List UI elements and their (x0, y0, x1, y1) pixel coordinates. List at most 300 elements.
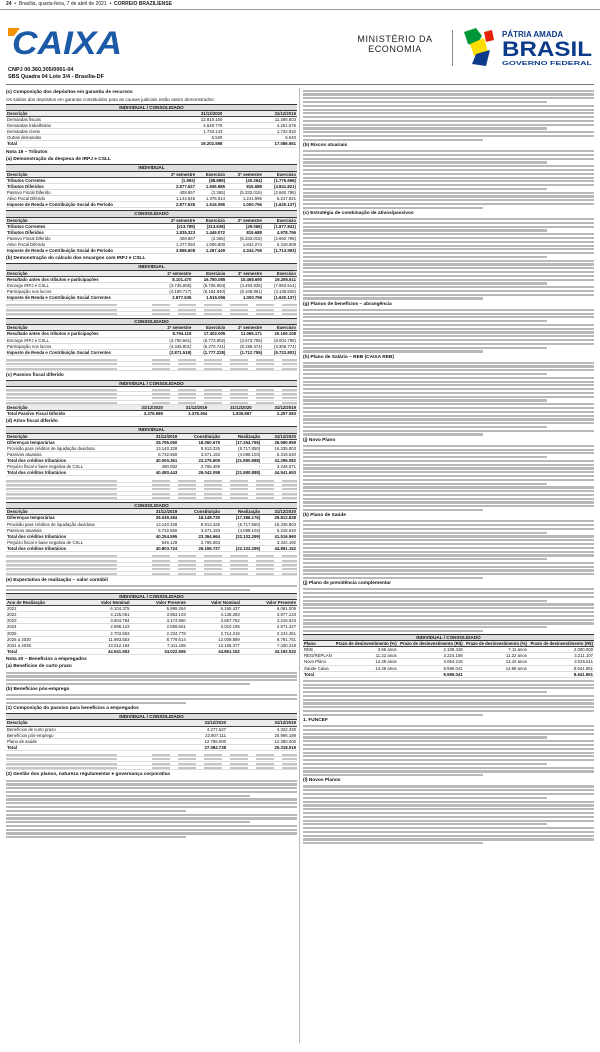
text-line (6, 814, 297, 816)
table-cell: 18.149.730 (178, 515, 221, 521)
charges-individual-table (6, 271, 297, 301)
text-line (303, 195, 594, 197)
unreadable-row (6, 496, 297, 500)
table-cell: 23.275.609 (178, 458, 221, 464)
text-line (303, 535, 594, 537)
table-cell: (21.980.888) (221, 458, 261, 464)
text-line (303, 687, 594, 689)
text-line (303, 619, 594, 621)
table-cell: 2.703.563 (76, 630, 130, 636)
table-cell: 40.803.724 (143, 545, 179, 551)
table-cell: 4.125.061 (76, 612, 130, 618)
publication-date: Brasília, quarta-feira, 7 de abril de 2021 (18, 1, 107, 7)
text-line (303, 622, 594, 624)
table-title: INDIVIDUAL / CONSOLIDADO (6, 593, 297, 601)
text-line (303, 407, 594, 409)
text-line (303, 714, 483, 716)
table-cell: 44.541.653 (76, 648, 130, 654)
table-cell: 2.877.627 (159, 183, 196, 189)
text-line (303, 418, 594, 420)
text-line (303, 173, 594, 175)
text-line (303, 154, 594, 156)
column-header: 31/12/2019 (227, 720, 297, 726)
text-line (303, 479, 594, 481)
table-title: CONSOLIDADO (6, 210, 297, 218)
table-cell: 3.376.589 (120, 411, 164, 417)
text-line (303, 524, 594, 526)
table-cell: 5.999.264 (131, 606, 187, 612)
table-cell: Novo Plano (303, 659, 333, 665)
text-line (303, 339, 594, 341)
text-line (303, 245, 594, 247)
table-cell: 13.165.377 (187, 642, 241, 648)
table-cell: 44.861.152 (187, 648, 241, 654)
table-cell: 2.877.635 (156, 295, 193, 301)
column-header: Exercício (263, 325, 297, 331)
table-cell: 3.026.611 (528, 659, 594, 665)
table-cell: 815.688 (226, 229, 263, 235)
text-line (303, 109, 594, 111)
table-cell: 2.108.418 (398, 647, 464, 653)
table-cell: 1.733.143 (150, 129, 224, 135)
text-line (303, 165, 594, 167)
text-line (6, 795, 250, 797)
text-line (303, 116, 594, 118)
table-cell: 11.993.553 (76, 636, 130, 642)
text-line (303, 577, 483, 579)
table-cell: 17.402.005 (192, 331, 226, 337)
table-cell: Diferenças temporárias (6, 439, 143, 445)
text-line (303, 392, 594, 394)
text-line (303, 554, 594, 556)
table-cell: Demandas trabalhistas (6, 123, 150, 129)
text-line (303, 297, 483, 299)
text-line (303, 124, 594, 126)
text-line (303, 464, 594, 466)
column-header: Prazo de desinvestimento (%) (464, 641, 528, 647)
text-line (303, 248, 594, 250)
table-cell: 13.42 anos (464, 659, 528, 665)
text-line (303, 471, 594, 473)
table-cell: (1.877.841) (263, 223, 297, 229)
column-header: Descrição (6, 172, 159, 178)
table-cell: 41.295.082 (261, 458, 297, 464)
table-cell: 815.688 (226, 183, 263, 189)
table-cell: 1.000.756 (226, 295, 263, 301)
table-cell: 40.480.443 (143, 470, 179, 476)
table-row (6, 248, 297, 254)
column-divider (299, 88, 300, 1043)
text-line (303, 271, 594, 273)
column-header: 31/12/2019 (143, 509, 179, 515)
table-title: INDIVIDUAL (6, 263, 297, 271)
table-cell: Ativo Fiscal Diferido (6, 195, 159, 201)
table-cell: (6.270.741) (192, 343, 226, 349)
text-line (303, 835, 594, 837)
table-cell: Tributos Correntes (6, 223, 159, 229)
text-line (6, 787, 297, 789)
table-cell: Encargo IRPJ e CSLL (6, 337, 156, 343)
text-line (303, 494, 594, 496)
deferred-asset-individual-table (6, 434, 297, 477)
table-cell: 11.286.603 (223, 117, 297, 123)
realization-table (6, 600, 297, 655)
column-header: Ano de Realização (6, 600, 76, 606)
table-cell: 16.780.085 (192, 276, 226, 282)
text-line (303, 755, 594, 757)
table-title: INDIVIDUAL / CONSOLIDADO (6, 380, 297, 388)
column-header: Realização (221, 509, 261, 515)
text-line (6, 817, 297, 819)
text-line (303, 569, 594, 571)
text-line (303, 286, 594, 288)
section-heading: (c) Composição dos depósitos em garantia de recursos (6, 90, 133, 95)
table-cell: (3.138.826) (263, 288, 297, 294)
text-line (303, 237, 594, 239)
unreadable-row (6, 766, 297, 770)
table-cell: 2024 (6, 624, 76, 630)
table-cell: 8.641.951 (528, 665, 594, 671)
text-line (303, 691, 547, 693)
table-cell: 1.377.093 (159, 242, 196, 248)
column-header: Descrição (6, 218, 159, 224)
column-header: Prazo de desinvestimento (R$) (528, 641, 594, 647)
section-heading: (c) Estratégia de combinação de ativos/passivos (303, 210, 414, 216)
text-line (303, 797, 547, 799)
text-line (303, 184, 594, 186)
gov-line1: PÁTRIA AMADA (502, 30, 564, 39)
text-line (6, 821, 250, 823)
column-header: 31/12/2020 (157, 720, 227, 726)
table-cell: 1.006.800 (196, 242, 226, 248)
text-line (303, 309, 594, 311)
table-title: INDIVIDUAL (6, 164, 297, 172)
table-cell: Saúde Caixa (303, 665, 333, 671)
table-title: INDIVIDUAL / CONSOLIDADO (6, 104, 297, 112)
table-cell: 26.812.838 (261, 515, 297, 521)
column-header: 2º semestre (226, 172, 263, 178)
table-cell: 7.411.185 (131, 642, 187, 648)
text-line (303, 263, 594, 265)
text-line (303, 748, 594, 750)
section-heading: (h) Plano de Salário – REB (CAIXA REB) (303, 354, 394, 360)
text-line (303, 290, 594, 292)
table-cell: 13.012.194 (76, 642, 130, 648)
table-row (6, 411, 297, 417)
text-line (6, 783, 297, 785)
text-line (303, 547, 594, 549)
right-column (303, 88, 594, 1043)
column-header: 2º semestre (226, 218, 263, 224)
table-cell: 12.810.150 (150, 117, 224, 123)
text-line (303, 233, 594, 235)
column-header: Constituição (178, 434, 221, 440)
table-cell: (3.790.661) (156, 337, 193, 343)
column-header: Descrição (6, 509, 143, 515)
text-line (303, 267, 594, 269)
text-line (6, 829, 297, 831)
table-cell: 44.861.152 (261, 545, 297, 551)
table-cell: Ativo Fiscal Diferido (6, 242, 159, 248)
table-cell: Provisão para créditos de liquidação duvidosa (6, 521, 143, 527)
table-cell: 2021 (6, 606, 76, 612)
table-row (6, 295, 297, 301)
table-row (6, 141, 297, 147)
table-cell: 6.104.375 (76, 606, 130, 612)
text-line (6, 832, 297, 834)
text-line (303, 403, 594, 405)
text-line (6, 585, 297, 587)
text-line (303, 313, 594, 315)
table-cell: Prejuízo fiscal e base negativa de CSLL (6, 464, 143, 470)
text-line (303, 475, 594, 477)
newspaper-header-strip: 24 • Brasília, quarta-feira, 7 de abril de 2021 • CORREIO BRAZILIENSE (0, 0, 600, 10)
unreadable-row (6, 401, 297, 405)
table-cell: 2.244.451 (241, 630, 297, 636)
text-line (303, 793, 594, 795)
table-cell: 2.257.083 (253, 411, 297, 417)
text-line (303, 331, 594, 333)
text-line (303, 373, 547, 375)
section-heading: (1) Composição do passivo para benefícios a empregados (6, 705, 139, 711)
table-cell: Total dos créditos tributários (6, 470, 143, 476)
text-line (303, 169, 594, 171)
text-line (6, 836, 186, 838)
text-line (303, 180, 594, 182)
section-heading: 1. FUNCEF (303, 717, 328, 723)
table-cell: - (221, 539, 261, 545)
table-cell: 44.541.653 (261, 470, 297, 476)
text-line (303, 415, 594, 417)
column-header: Descrição (6, 405, 120, 411)
text-line (303, 831, 594, 833)
text-line (303, 808, 594, 810)
table-cell: (5.706.904) (192, 282, 226, 288)
text-line (303, 411, 594, 413)
column-header: 2º semestre (156, 325, 193, 331)
table-cell: 8.779.614 (131, 636, 187, 642)
table-cell: Demandas cíveis (6, 129, 150, 135)
deferred-asset-consolidated-table (6, 509, 297, 552)
table-cell: 408.867 (159, 235, 196, 241)
text-line (6, 694, 297, 696)
gov-line3: GOVERNO FEDERAL (502, 61, 594, 67)
column-header: Valor Presente (241, 600, 297, 606)
table-cell: 3.604.784 (76, 618, 130, 624)
text-line (6, 702, 186, 704)
text-line (303, 551, 594, 553)
table-row (303, 671, 594, 677)
table-cell: (8.004.789) (263, 337, 297, 343)
text-line (303, 702, 594, 704)
table-cell: 13.140.328 (143, 445, 179, 451)
table-cell: 8.913.325 (178, 521, 221, 527)
table-cell: (88.889) (196, 177, 226, 183)
text-line (303, 388, 594, 390)
column-header: Valor Nominal (187, 600, 241, 606)
text-line (303, 452, 594, 454)
text-line (303, 615, 594, 617)
table-cell: (213.789) (159, 223, 196, 229)
table-cell: 19.265.611 (263, 276, 297, 282)
caixa-logo (8, 26, 126, 56)
table-cell: 7.430.318 (241, 642, 297, 648)
table-cell: (5.333.015) (226, 189, 263, 195)
table-cell: 12.009.889 (187, 636, 241, 642)
text-line (303, 532, 547, 534)
column-header: Descrição (6, 720, 157, 726)
table-cell: Tributos Diferidos (6, 183, 159, 189)
table-cell: Passivos atuariais (6, 452, 143, 458)
table-cell: Total (6, 141, 150, 147)
text-line (303, 752, 594, 754)
section-heading: (2) Gestão dos planos, natureza regulamentar e governança corporativa (6, 772, 170, 778)
text-line (6, 683, 250, 685)
table-cell: 26.049.284 (143, 515, 179, 521)
table-cell: 2025 (6, 630, 76, 636)
column-header: Prazo de desinvestimento (R$) (398, 641, 464, 647)
section-heading: (j) Novo Plano (303, 437, 336, 443)
text-line (303, 177, 594, 179)
text-line (303, 603, 594, 605)
table-title: INDIVIDUAL / CONSOLIDADO (6, 713, 297, 721)
text-line (303, 294, 594, 296)
table-cell: (17.386.176) (221, 515, 261, 521)
text-line (303, 120, 594, 122)
table-cell: 26.590.959 (261, 439, 297, 445)
column-header: 2º semestre (226, 325, 263, 331)
column-header: Prazo de desinvestimento (%) (333, 641, 397, 647)
table-cell: (8.108.861) (226, 288, 263, 294)
table-cell: 1.515.096 (192, 295, 226, 301)
ministry-line1: MINISTÉRIO DA (357, 34, 433, 44)
column-header: Exercício (192, 271, 226, 277)
table-cell: (4.345.801) (156, 343, 193, 349)
column-header: 2º semestre (159, 172, 196, 178)
table-cell: 2031 a 2039 (6, 642, 76, 648)
text-line (303, 501, 594, 503)
text-line (6, 791, 297, 793)
table-cell: - (221, 464, 261, 470)
table-cell: 1.449.072 (196, 229, 226, 235)
text-line (303, 422, 594, 424)
column-header: 2º semestre (226, 271, 263, 277)
section-heading: (b) Benefícios pós-emprego (6, 687, 70, 693)
note-heading: Nota 20 – Benefícios a empregados (6, 656, 87, 662)
table-cell: 3.211.107 (528, 653, 594, 659)
text-line (303, 396, 594, 398)
irpj-individual-table (6, 172, 297, 209)
table-cell: 480.082 (143, 464, 179, 470)
table-cell: 40.000.361 (143, 458, 179, 464)
table-cell: Encargo IRPJ e CSLL (6, 282, 156, 288)
text-line (6, 810, 186, 812)
table-cell: Benefícios pós-emprego (6, 732, 157, 738)
table-cell: Total Passivo Fiscal Diferido (6, 411, 120, 417)
table-cell: 4.277.627 (157, 726, 227, 732)
table-row (6, 202, 297, 208)
table-cell: (5.717.850) (221, 445, 261, 451)
column-header: 31/12/2019 (164, 405, 208, 411)
table-cell: 23.364.664 (178, 533, 221, 539)
text-line (303, 785, 594, 787)
text-line (303, 816, 594, 818)
table-cell: 8.641.951 (528, 671, 594, 677)
table-cell: Participação nos lucros (6, 343, 156, 349)
table-cell: 27.084.738 (157, 744, 227, 750)
table-cell: Passivo Fiscal Diferido (6, 235, 159, 241)
table-cell: 1.376.614 (196, 195, 226, 201)
text-line (303, 774, 483, 776)
table-cell: 2022 (6, 612, 76, 618)
deposits-table (6, 111, 297, 148)
text-line (303, 789, 594, 791)
table-cell: Total dos créditos tributários (6, 458, 143, 464)
ministry-line2: ECONOMIA (368, 44, 422, 54)
table-cell: 3.064.215 (398, 659, 464, 665)
text-line (6, 825, 297, 827)
table-cell: Diferenças temporárias (6, 515, 143, 521)
text-line (303, 282, 547, 284)
text-line (303, 335, 594, 337)
table-cell: (5.333.015) (226, 235, 263, 241)
page-number: 24 (6, 1, 12, 7)
table-cell: Benefícios de curto prazo (6, 726, 157, 732)
table-cell: 5.732.550 (143, 527, 179, 533)
text-line (6, 698, 297, 700)
table-cell: 19.202.598 (150, 141, 224, 147)
table-cell: 4.261.576 (223, 123, 297, 129)
table-cell: (2.365) (196, 189, 226, 195)
table-cell: 4.649.776 (150, 123, 224, 129)
table-title: INDIVIDUAL (6, 426, 297, 434)
table-cell: 1.241.995 (226, 195, 263, 201)
text-line (303, 324, 594, 326)
table-cell: Imposto de Renda e Contribuição Social Correntes (6, 349, 156, 355)
table-cell: 22.807.111 (157, 732, 227, 738)
table-cell: 18.060.675 (178, 439, 221, 445)
text-line (303, 733, 594, 735)
column-header: 31/12/2019 (253, 405, 297, 411)
table-cell: 3.344.192 (261, 539, 297, 545)
table-cell: 2.795.063 (178, 539, 221, 545)
text-line (6, 679, 297, 681)
table-title: CONSOLIDADO (6, 502, 297, 510)
table-cell: 3.863.103 (131, 612, 187, 618)
table-cell: Total (303, 671, 333, 677)
table-cell: Total (6, 744, 157, 750)
text-line (6, 589, 250, 591)
text-line (303, 445, 594, 447)
table-cell: Passivos atuariais (6, 527, 143, 533)
paragraph: Os saldos dos depósitos em garantia constituídos para as causas judiciais estão assim demonstrados: (6, 96, 215, 102)
text-line (303, 139, 483, 141)
table-cell: 34.022.555 (131, 648, 187, 654)
text-line (303, 706, 594, 708)
text-line (303, 490, 594, 492)
text-line (303, 218, 594, 220)
text-line (303, 763, 547, 765)
table-cell: 2.998.123 (76, 624, 130, 630)
table-cell: (4.088.103) (221, 527, 261, 533)
table-cell: (3.745.865) (156, 282, 193, 288)
text-line (303, 192, 594, 194)
table-cell: Tributos Correntes (6, 177, 159, 183)
column-header: Exercício (192, 325, 226, 331)
table-cell (464, 671, 528, 677)
text-line (303, 820, 594, 822)
table-cell: Outras demandas (6, 135, 150, 141)
